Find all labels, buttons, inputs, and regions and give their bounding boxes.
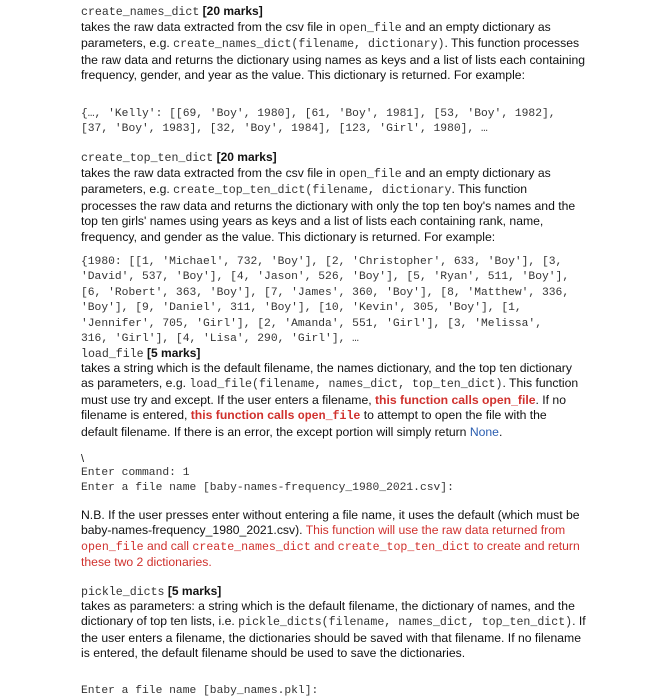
stray-mark: \ [81,453,85,465]
marks-label: [20 marks] [216,150,277,164]
function-name: create_names_dict [81,6,200,19]
function-name: load_file [81,348,144,361]
section-header-create-names-dict [81,4,263,20]
section-header-pickle-dicts [81,584,221,600]
description-create-names-dict: takes the raw data extracted from the csv file in open_file and an empty dictionary as parameters, e.g. create_names_dict(filename, dictionary). This function processes the raw data and returns the dictionary using names as keys and a list of lists each containing frequency, gender, and year as the value. This dictionary is returned. For example: [81,20,586,83]
description-create-top-ten-dict: takes the raw data extracted from the csv file in open_file and an empty dictionary as parameters, e.g. create_top_ten_dict(filename, dictionary. This function processes the raw data and returns the dictionary with only the top ten boy's names and the top ten girls' names using years as keys and a list of lists each containing rank, name, frequency, and gender as the value. This dictionary is returned. For example: [81,166,576,244]
example-top-ten-dict: {1980: [[1, 'Michael', 732, 'Boy'], [2, 'Christopher', 633, 'Boy'], [3, 'David', 537, 'Boy'], [4, 'Jason', 526, 'Boy'], [5, 'Ryan', 511, 'Boy'], [6, 'Robert', 363, 'Boy'], [7, 'James', 360, 'Boy'], [8, 'Matthew', 336, 'Boy'], [9, 'Daniel', 311, 'Boy'], [10, 'Kevin', 305, 'Boy'], [1, 'Jennifer', 705, 'Girl'], [2, 'Amanda', 551, 'Girl'], [3, 'Melissa', 316, 'Girl'], [4, 'Lisa', 290, 'Girl'], … [81,256,570,346]
marks-label: [5 marks] [147,346,201,360]
console-pickle-dicts: Enter a file name [baby_names.pkl]: [81,685,319,697]
description-load-file: takes a string which is the default filename, the names dictionary, and the top ten dictionary as parameters, e.g. load_file(filename, names_dict, top_ten_dict). This function must use try and except. If the user enters a filename, this function calls open_file. If no filename is entered, this function calls open_file to attempt to open the file with the default filename. If there is an error, the except portion will simply return None. [81,361,579,439]
function-name: pickle_dicts [81,586,165,599]
description-pickle-dicts: takes as parameters: a string which is the default filename, the dictionary of names, and the dictionary of top ten lists, i.e. pickle_dicts(filename, names_dict, top_ten_dict). If the user enters a filename, the dictionaries should be saved with that filename. If no filename is entered, the default filename should be used to save the dictionaries. [81,599,586,661]
section-header-create-top-ten-dict [81,150,277,166]
note-load-file: N.B. If the user presses enter without entering a file name, it uses the default (which must be baby-names-frequency_1980_2021.csv). This function will use the raw data returned from open_file and call create_names_dict and create_top_ten_dict to create and return these two 2 dictionaries. [81,508,580,570]
marks-label: [5 marks] [167,584,222,598]
marks-label: [20 marks] [202,4,263,18]
function-name: create_top_ten_dict [81,152,214,165]
example-names-dict: {…, 'Kelly': [[69, 'Boy', 1980], [61, 'Boy', 1981], [53, 'Boy', 1982], [37, 'Boy', 1983], [32, 'Boy', 1984], [123, 'Girl', 1980], … [81,108,556,136]
console-load-file: Enter command: 1 Enter a file name [baby-names-frequency_1980_2021.csv]: [81,467,454,495]
none-keyword: None [469,424,499,439]
section-header-load-file [81,346,200,362]
